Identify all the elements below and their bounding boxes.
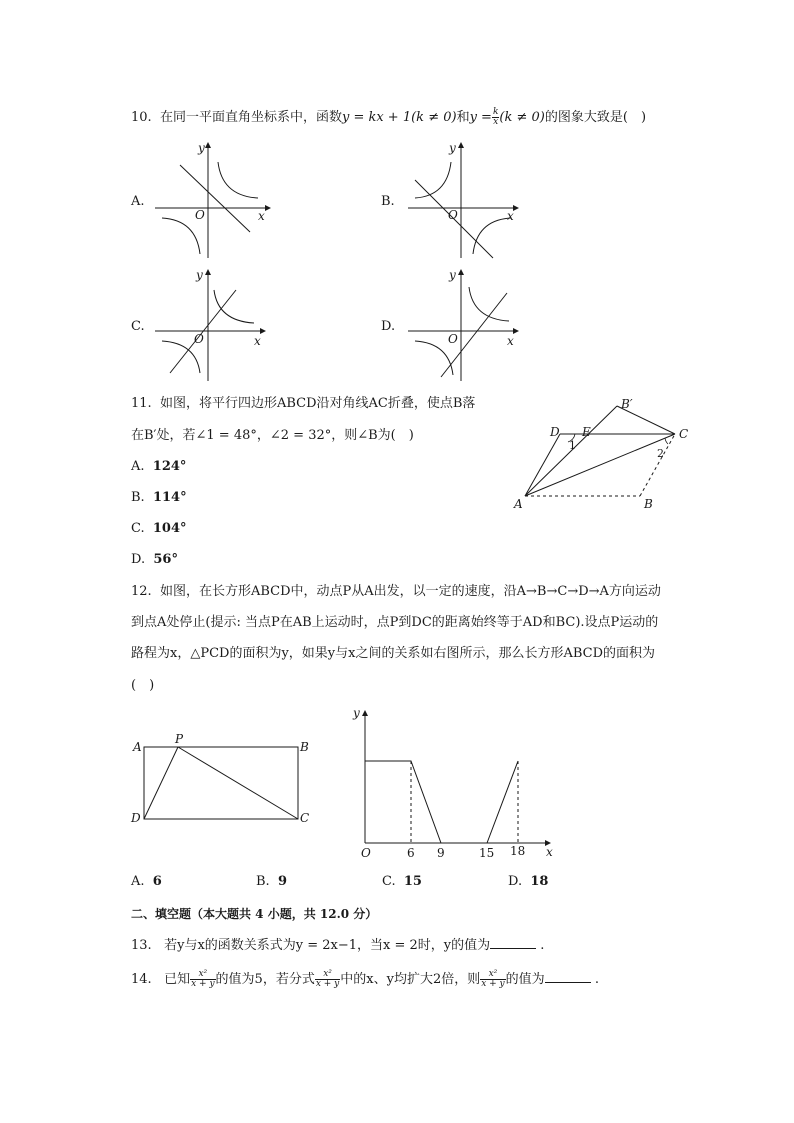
segment-DP [144, 747, 178, 819]
q14-stem [131, 970, 599, 989]
segment-BC-dashed [640, 434, 675, 496]
option-value: 9 [277, 874, 287, 889]
label-B-prime: B′ [621, 397, 633, 411]
label-angle-1: 1 [569, 439, 576, 452]
option-label: A. [131, 459, 145, 474]
tick-9: 9 [437, 846, 445, 860]
option-label: B. [256, 874, 270, 889]
q10-text-a: 在同一平面直角坐标系中，函数 [159, 110, 342, 125]
q13-end: . [540, 938, 545, 953]
hyperbola-branch-1 [214, 290, 254, 323]
q11-option-b[interactable] [131, 490, 187, 506]
frac-den: x + y [315, 979, 340, 989]
q10-eq2-lhs: y = [469, 110, 492, 125]
q14-number: 14. [131, 972, 152, 987]
option-value: 15 [403, 874, 422, 889]
q10-eq2-num: k [492, 107, 499, 117]
option-value: 114° [152, 490, 187, 505]
y-arrow-icon [205, 269, 211, 275]
q14-fraction-2 [315, 970, 340, 989]
y-label: y [198, 141, 205, 155]
q12-option-a[interactable] [131, 874, 162, 890]
x-label: x [546, 845, 553, 859]
option-label: C. [131, 521, 145, 536]
q14-text-d: 的值为 [505, 972, 545, 987]
tick-6: 6 [407, 846, 415, 860]
q14-fraction-1 [190, 970, 215, 989]
q12-option-d[interactable] [508, 874, 548, 890]
q10-graph-c [150, 265, 275, 385]
frac-num: x² [480, 970, 505, 980]
q10-graph-d [403, 265, 528, 385]
q11-line2: 在B′处，若∠1 = 48°，∠2 = 32°，则∠B为( ) [131, 428, 414, 443]
q12-option-b[interactable] [256, 874, 287, 890]
y-arrow-icon [205, 142, 211, 148]
label-A: A [133, 740, 142, 754]
q13-number: 13. [131, 938, 152, 953]
x-arrow-icon [265, 205, 271, 211]
option-label: B. [131, 490, 145, 505]
label-angle-2: 2 [657, 447, 664, 460]
segment-AD [525, 434, 560, 496]
q12-rectangle-figure [130, 732, 320, 832]
x-label: x [507, 209, 514, 223]
q10-eq1: y = kx + 1(k ≠ 0) [341, 110, 457, 125]
label-P: P [175, 732, 184, 746]
hyperbola-branch-1 [415, 162, 451, 198]
q12-function-graph [345, 700, 565, 865]
q11-text-line1: 如图，将平行四边形ABCD沿对角线AC折叠，使点B落 [159, 396, 476, 411]
y-arrow-icon [458, 269, 464, 275]
label-B: B [300, 740, 309, 754]
q10-eq2-den: x [493, 117, 499, 127]
hyperbola-branch-1 [218, 162, 258, 198]
q12-line3: 路程为x，△PCD的面积为y，如果y与x之间的关系如右图所示，那么长方形ABCD的面积为 [131, 646, 656, 661]
q11-figure [505, 392, 705, 517]
option-label: D. [508, 874, 523, 889]
hyperbola-branch-2 [473, 218, 511, 254]
x-label: x [254, 334, 261, 348]
q12-number: 12. [131, 584, 152, 599]
q12-text-line1: 如图，在长方形ABCD中，动点P从A出发，以一定的速度，沿A→B→C→D→A方向运动 [159, 584, 661, 599]
x-arrow-icon [513, 328, 519, 334]
q10-eq2-cond: (k ≠ 0) [499, 110, 545, 125]
option-value: 124° [152, 459, 187, 474]
q14-text-a: 已知 [164, 972, 191, 987]
q14-answer-blank[interactable] [545, 970, 591, 983]
origin-label: O [361, 846, 371, 860]
label-B: B [644, 497, 653, 511]
q14-text-c: 中的x、y均扩大2倍，则 [340, 972, 481, 987]
q13-answer-blank[interactable] [490, 936, 536, 949]
q11-number: 11. [131, 396, 152, 411]
x-label: x [507, 334, 514, 348]
rectangle-ABCD [144, 747, 298, 819]
label-D: D [550, 425, 560, 439]
q10-option-b[interactable]: B. [381, 194, 395, 209]
q10-graph-b [403, 140, 528, 260]
label-E: E [582, 425, 591, 439]
segment-PC [178, 747, 298, 819]
x-label: x [258, 209, 265, 223]
angle-2-arc [665, 438, 668, 444]
y-arrow-icon [458, 142, 464, 148]
q12-option-c[interactable] [382, 874, 422, 890]
q11-line1 [131, 396, 475, 412]
origin-label: O [195, 208, 205, 222]
y-label: y [196, 268, 203, 282]
q11-option-a[interactable] [131, 459, 186, 475]
function-curve [365, 761, 518, 843]
q10-option-d[interactable]: D. [381, 319, 396, 334]
q11-option-c[interactable] [131, 521, 187, 537]
q14-end: . [594, 972, 599, 987]
option-value: 18 [530, 874, 549, 889]
q12-line4: ( ) [131, 678, 155, 693]
option-value: 6 [152, 874, 162, 889]
frac-num: x² [190, 970, 215, 980]
q13-stem [131, 936, 544, 954]
label-D: D [131, 811, 141, 825]
q10-text-b: 和 [456, 110, 470, 125]
hyperbola-branch-2 [162, 218, 200, 254]
y-label: y [449, 141, 456, 155]
section-title: 二、填空题（本大题共 4 小题，共 12.0 分） [131, 907, 378, 921]
q10-option-c[interactable]: C. [131, 319, 145, 334]
origin-label: O [194, 332, 204, 346]
frac-num: x² [315, 970, 340, 980]
x-arrow-icon [260, 328, 266, 334]
option-label: C. [382, 874, 396, 889]
line-graph [180, 165, 250, 232]
q10-number: 10. [131, 110, 152, 125]
y-label: y [449, 268, 456, 282]
q12-line1 [131, 584, 661, 600]
q10-option-a[interactable]: A. [131, 194, 145, 209]
q13-text: 若y与x的函数关系式为y = 2x−1，当x = 2时，y的值为 [164, 938, 491, 953]
q10-stem [131, 108, 646, 127]
option-value: 104° [152, 521, 187, 536]
hyperbola-branch-2 [415, 341, 453, 375]
q14-fraction-3 [480, 970, 505, 989]
option-label: A. [131, 874, 145, 889]
tick-15: 15 [479, 846, 495, 860]
q14-text-b: 的值为5，若分式 [215, 972, 315, 987]
label-C: C [300, 811, 310, 825]
origin-label: O [448, 208, 458, 222]
q11-option-d[interactable] [131, 552, 178, 568]
frac-den: x + y [191, 979, 215, 989]
frac-den: x + y [481, 979, 505, 989]
label-C: C [679, 427, 689, 441]
x-arrow-icon [513, 205, 519, 211]
label-A: A [514, 497, 523, 511]
q12-line2: 到点A处停止(提示: 当点P在AB上运动时，点P到DC的距离始终等于AD和BC).设点P运动的 [131, 615, 659, 630]
q10-text-c: 的图象大致是( ) [544, 110, 647, 125]
option-value: 56° [153, 552, 178, 567]
tick-18: 18 [510, 844, 526, 858]
q10-graph-a [150, 140, 275, 260]
diagonal-AC [525, 434, 675, 496]
option-label: D. [131, 552, 146, 567]
origin-label: O [448, 332, 458, 346]
y-arrow-icon [362, 710, 368, 716]
y-label: y [353, 706, 360, 720]
